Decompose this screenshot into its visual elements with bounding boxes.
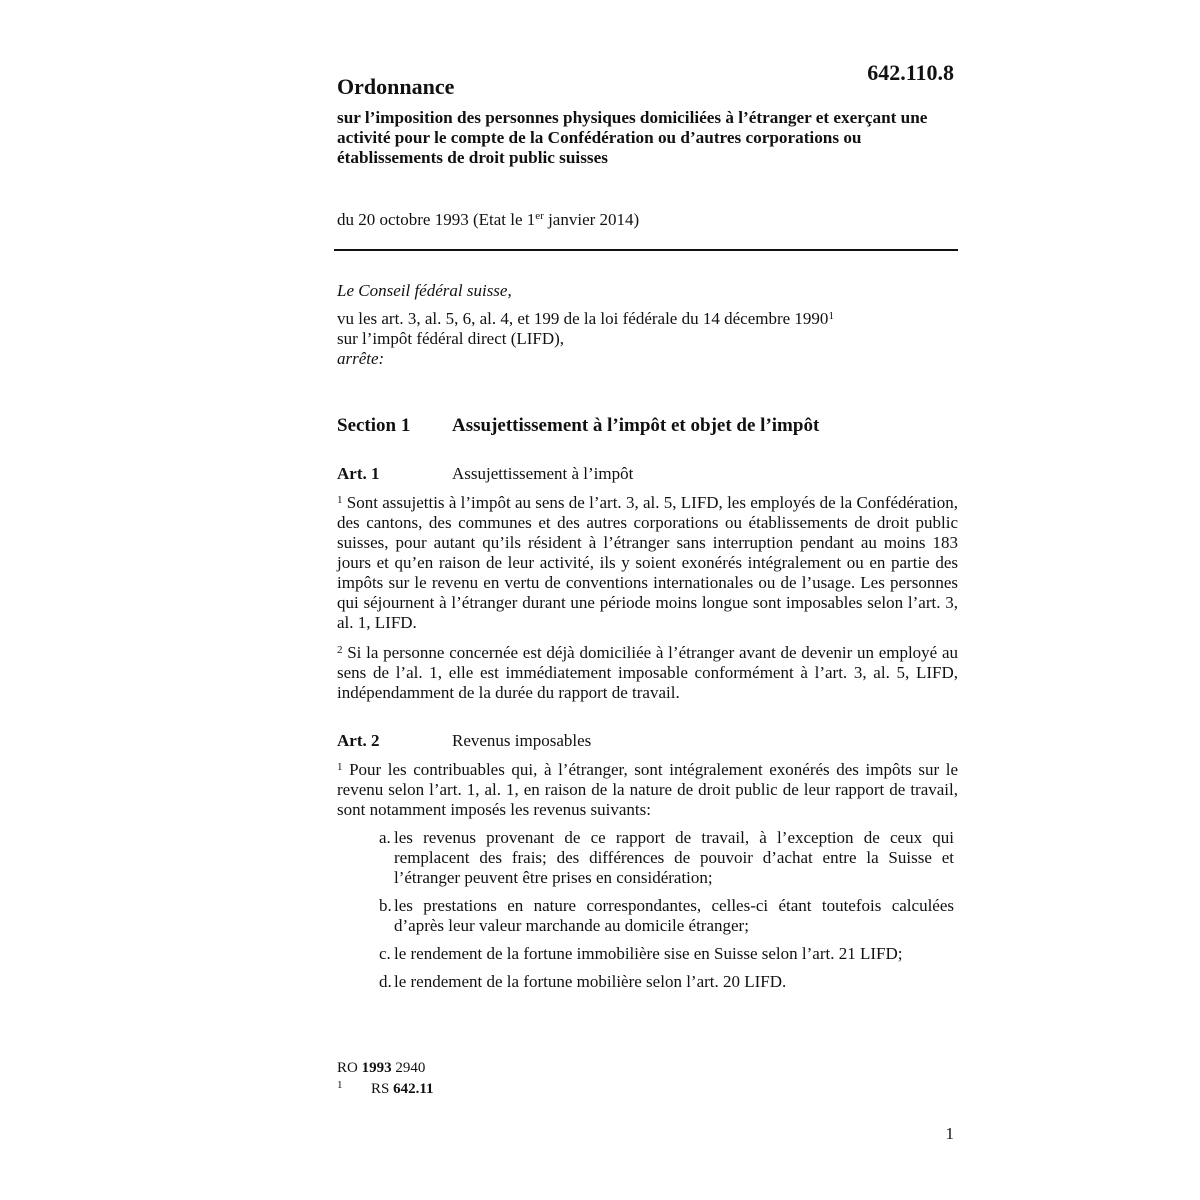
art-2-title: Revenus imposables [452,731,592,750]
ro-page: 2940 [391,1060,426,1076]
paragraph-text: Pour les contribuables qui, à l’étranger, sont intégralement exonérés des impôts sur le revenu selon l’art. 1, al. 1, en raison de la nature de droit public de leur rapport de travail, sont notamment imposés les revenus suivants: [337,760,958,819]
art-1-title: Assujettissement à l’impôt [452,464,634,483]
preamble-authority: Le Conseil fédéral suisse, [337,281,512,300]
section-title: Assujettissement à l’impôt et objet de l’impôt [452,415,820,436]
list-item [337,944,958,964]
list-item-text: le rendement de la fortune mobilière selon l’art. 20 LIFD. [394,972,787,991]
section-number: Section 1 [337,415,411,436]
preamble-basis-text: vu les art. 3, al. 5, 6, al. 4, et 199 de la loi fédérale du 14 décembre 1990 [337,309,829,328]
list-item-letter: b. [379,896,392,915]
list-item-letter: c. [379,944,391,963]
art-1-heading [337,464,633,484]
date-superscript: er [535,210,544,222]
list-item [337,828,958,888]
date-suffix: janvier 2014) [543,210,640,229]
section-1-heading [337,415,819,437]
paragraph-number: 1 [337,494,343,506]
paragraph-number: 1 [337,761,343,773]
document-number: 642.110.8 [867,60,954,85]
list-item-text: les revenus provenant de ce rapport de travail, à l’exception de ceux qui remplacent des frais; des différences de pouvoir d’achat entre la Suisse et l’étranger peuvent être prises en considération; [394,828,954,887]
document-title: Ordonnance [337,74,455,99]
paragraph-text: Si la personne concernée est déjà domiciliée à l’étranger avant de devenir un employé au sens de l’al. 1, elle est immédiatement imposable conformément à l’art. 3, al. 5, LIFD, indépendamment de la durée du rapport de travail. [337,643,958,702]
art-1-paragraph-2 [337,643,958,703]
ro-prefix: RO [337,1060,362,1076]
list-item [337,972,958,992]
paragraph-text: Sont assujettis à l’impôt au sens de l’art. 3, al. 5, LIFD, les employés de la Confédération, des cantons, des communes et des autres corporations ou établissements de droit public suisses, pour autant qu’ils résident à l’étranger sans interruption pendant au moins 183 jours et qu’en raison de leur activité, ils y soient exonérés intégralement ou en partie des impôts sur le revenu en vertu de conventions internationales ou de l’usage. Les personnes qui séjournent à l’étranger durant une période moins longue sont imposables selon l’art. 3, al. 1, LIFD. [337,493,958,632]
art-2-list [337,828,958,1000]
art-2-heading [337,731,591,751]
footnote-reference: 642.11 [393,1081,434,1097]
document-page [337,0,958,1200]
paragraph-number: 2 [337,644,343,656]
date-prefix: du 20 octobre 1993 (Etat le 1 [337,210,536,229]
page-number: 1 [945,1124,954,1143]
art-2-number: Art. 2 [337,731,380,750]
list-item-text: le rendement de la fortune immobilière sise en Suisse selon l’art. 21 LIFD; [394,944,903,963]
list-item-letter: d. [379,972,392,991]
list-item-letter: a. [379,828,391,847]
preamble [337,281,958,369]
ro-year: 1993 [361,1060,392,1076]
list-item-text: les prestations en nature correspondantes, celles-ci étant toutefois calculées d’après leur valeur marchande au domicile étranger; [394,896,954,935]
header-divider [334,249,958,251]
footer-ro-reference [337,1058,425,1078]
footnote-ref-1[interactable]: 1 [828,310,834,322]
art-1-paragraph-1 [337,493,958,633]
footnote-1: 1 RS 642.11 [337,1079,434,1097]
list-item [337,896,958,936]
document-subtitle: sur l’imposition des personnes physiques domiciliées à l’étranger et exerçant une activité pour le compte de la Confédération ou d’autres corporations ou établissements de droit public suisses [337,108,928,167]
art-1-number: Art. 1 [337,464,380,483]
preamble-decree: arrête: [337,349,385,368]
art-2-paragraph-1 [337,760,958,820]
document-date [337,210,639,230]
preamble-basis-line2: sur l’impôt fédéral direct (LIFD), [337,329,565,348]
preamble-basis-line1 [337,309,958,329]
footnote-prefix: RS [371,1081,394,1097]
